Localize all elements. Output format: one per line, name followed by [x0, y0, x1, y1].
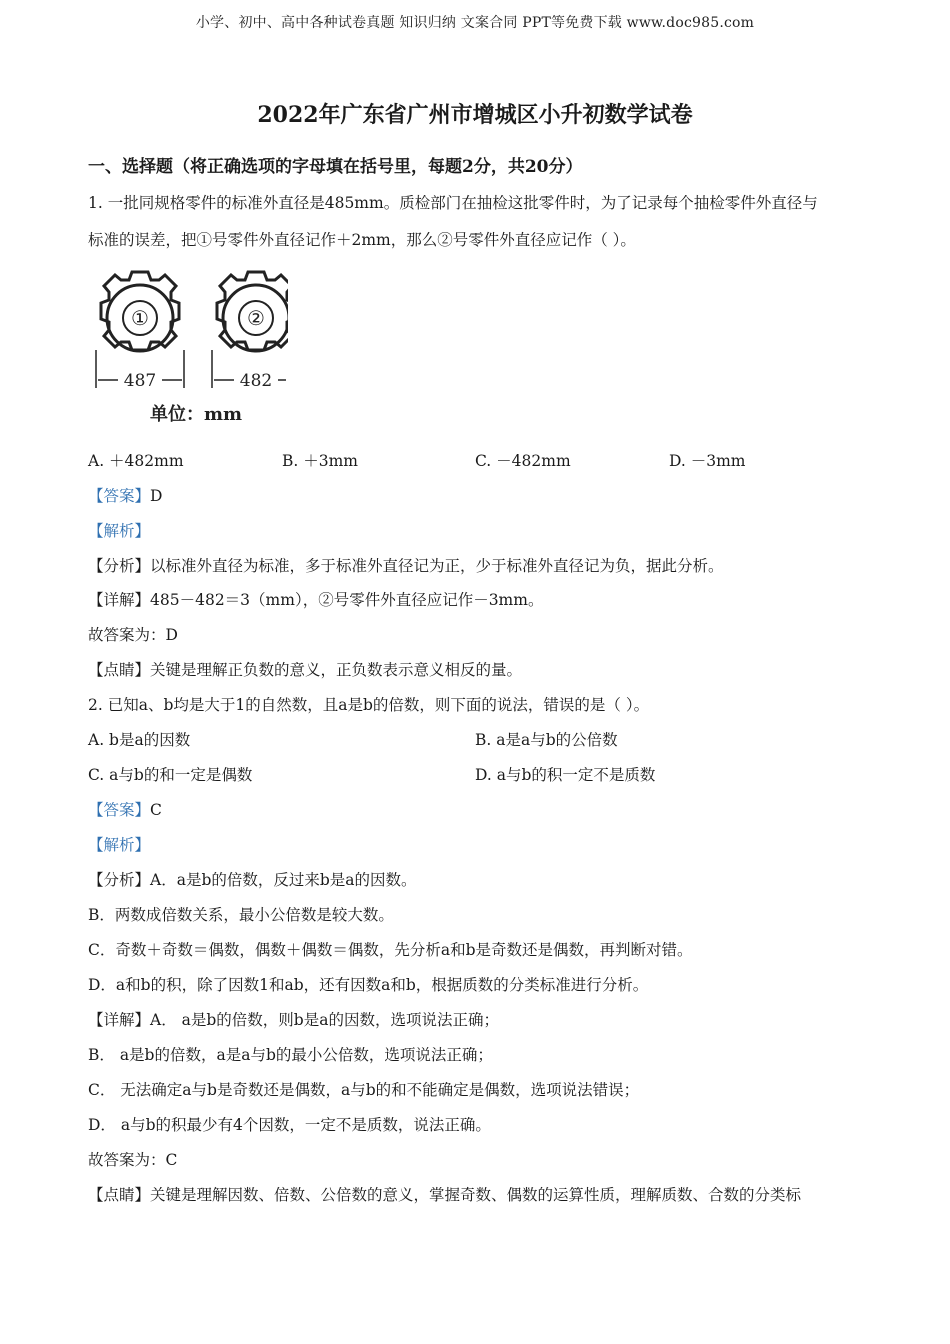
answer-tag: 【答案】 — [88, 801, 151, 819]
q1-xiangjie — [88, 588, 543, 610]
q1-option-a: A. ＋482mm — [88, 452, 184, 470]
dianjing-tag: 【点睛】 — [88, 1186, 151, 1204]
q2-fenxi-b: B．两数成倍数关系，最小公倍数是较大数。 — [88, 906, 394, 924]
gear-1-dimension: 487 — [123, 371, 157, 391]
q2-xiangjie-d: D． a与b的积最少有4个因数，一定不是质数，说法正确。 — [88, 1116, 491, 1134]
q1-answer — [88, 484, 162, 506]
q1-analysis-tag: 【解析】 — [88, 522, 151, 540]
xiangjie-tag: 【详解】 — [88, 591, 151, 609]
q1-stem-line2: 标准的误差，把①号零件外直径记作＋2mm，那么②号零件外直径应记作（ ）。 — [88, 231, 636, 249]
q2-answer — [88, 798, 162, 820]
q1-option-d: D. －3mm — [669, 452, 746, 470]
q2-stem: 2. 已知a、b均是大于1的自然数，且a是b的倍数，则下面的说法，错误的是（ ）。 — [88, 696, 650, 714]
fenxi-tag: 【分析】 — [88, 871, 151, 889]
xiangjie-text: A． a是b的倍数，则b是a的因数，选项说法正确； — [150, 1011, 499, 1029]
gear-2-label: ② — [247, 306, 265, 330]
q2-dianjing — [88, 1183, 801, 1205]
q2-xiangjie-c: C． 无法确定a与b是奇数还是偶数，a与b的和不能确定是偶数，选项说法错误； — [88, 1081, 640, 1099]
xiangjie-tag: 【详解】 — [88, 1011, 151, 1029]
gear-figure — [88, 262, 288, 432]
site-header: 小学、初中、高中各种试卷真题 知识归纳 文案合同 PPT等免费下载 www.doc985.com — [195, 15, 755, 31]
q2-option-a: A. b是a的因数 — [88, 731, 191, 749]
fenxi-text: A．a是b的倍数，反过来b是a的因数。 — [150, 871, 417, 889]
q2-option-c: C. a与b的和一定是偶数 — [88, 766, 253, 784]
figure-unit: 单位：mm — [150, 404, 243, 425]
q2-option-d: D. a与b的积一定不是质数 — [475, 766, 656, 784]
dianjing-text: 关键是理解正负数的意义，正负数表示意义相反的量。 — [150, 661, 523, 679]
gear-1-label: ① — [131, 306, 149, 330]
q2-fenxi-c: C．奇数＋奇数＝偶数，偶数＋偶数＝偶数，先分析a和b是奇数还是偶数，再判断对错。 — [88, 941, 693, 959]
fenxi-tag: 【分析】 — [88, 557, 151, 575]
q1-conclusion: 故答案为：D — [88, 626, 178, 644]
answer-value: D — [150, 487, 163, 505]
q2-option-b: B. a是a与b的公倍数 — [475, 731, 618, 749]
q1-dianjing — [88, 658, 522, 680]
page-title: 2022年广东省广州市增城区小升初数学试卷 — [257, 102, 693, 128]
q1-option-c: C. －482mm — [475, 452, 571, 470]
q2-fenxi-d: D．a和b的积，除了因数1和ab，还有因数a和b，根据质数的分类标准进行分析。 — [88, 976, 649, 994]
q2-xiangjie-a — [88, 1008, 499, 1030]
section-heading: 一、选择题（将正确选项的字母填在括号里，每题2分，共20分） — [88, 157, 583, 177]
answer-tag: 【答案】 — [88, 487, 151, 505]
xiangjie-text: 485－482＝3（mm），②号零件外直径应记作－3mm。 — [150, 591, 544, 609]
q2-conclusion: 故答案为：C — [88, 1151, 178, 1169]
q1-stem-line1: 1. 一批同规格零件的标准外直径是485mm。质检部门在抽检这批零件时，为了记录每个抽检零件外直径与 — [88, 194, 818, 212]
q2-fenxi-a — [88, 868, 417, 890]
q2-analysis-tag: 【解析】 — [88, 836, 151, 854]
dianjing-tag: 【点睛】 — [88, 661, 151, 679]
fenxi-text: 以标准外直径为标准，多于标准外直径记为正，少于标准外直径记为负，据此分析。 — [150, 557, 724, 575]
gear-2-dimension: 482 — [239, 371, 273, 391]
q1-option-b: B. ＋3mm — [282, 452, 359, 470]
answer-value: C — [150, 801, 162, 819]
q1-fenxi — [88, 554, 724, 576]
dianjing-text: 关键是理解因数、倍数、公倍数的意义，掌握奇数、偶数的运算性质，理解质数、合数的分类标 — [150, 1186, 802, 1204]
q2-xiangjie-b: B． a是b的倍数，a是a与b的最小公倍数，选项说法正确； — [88, 1046, 493, 1064]
